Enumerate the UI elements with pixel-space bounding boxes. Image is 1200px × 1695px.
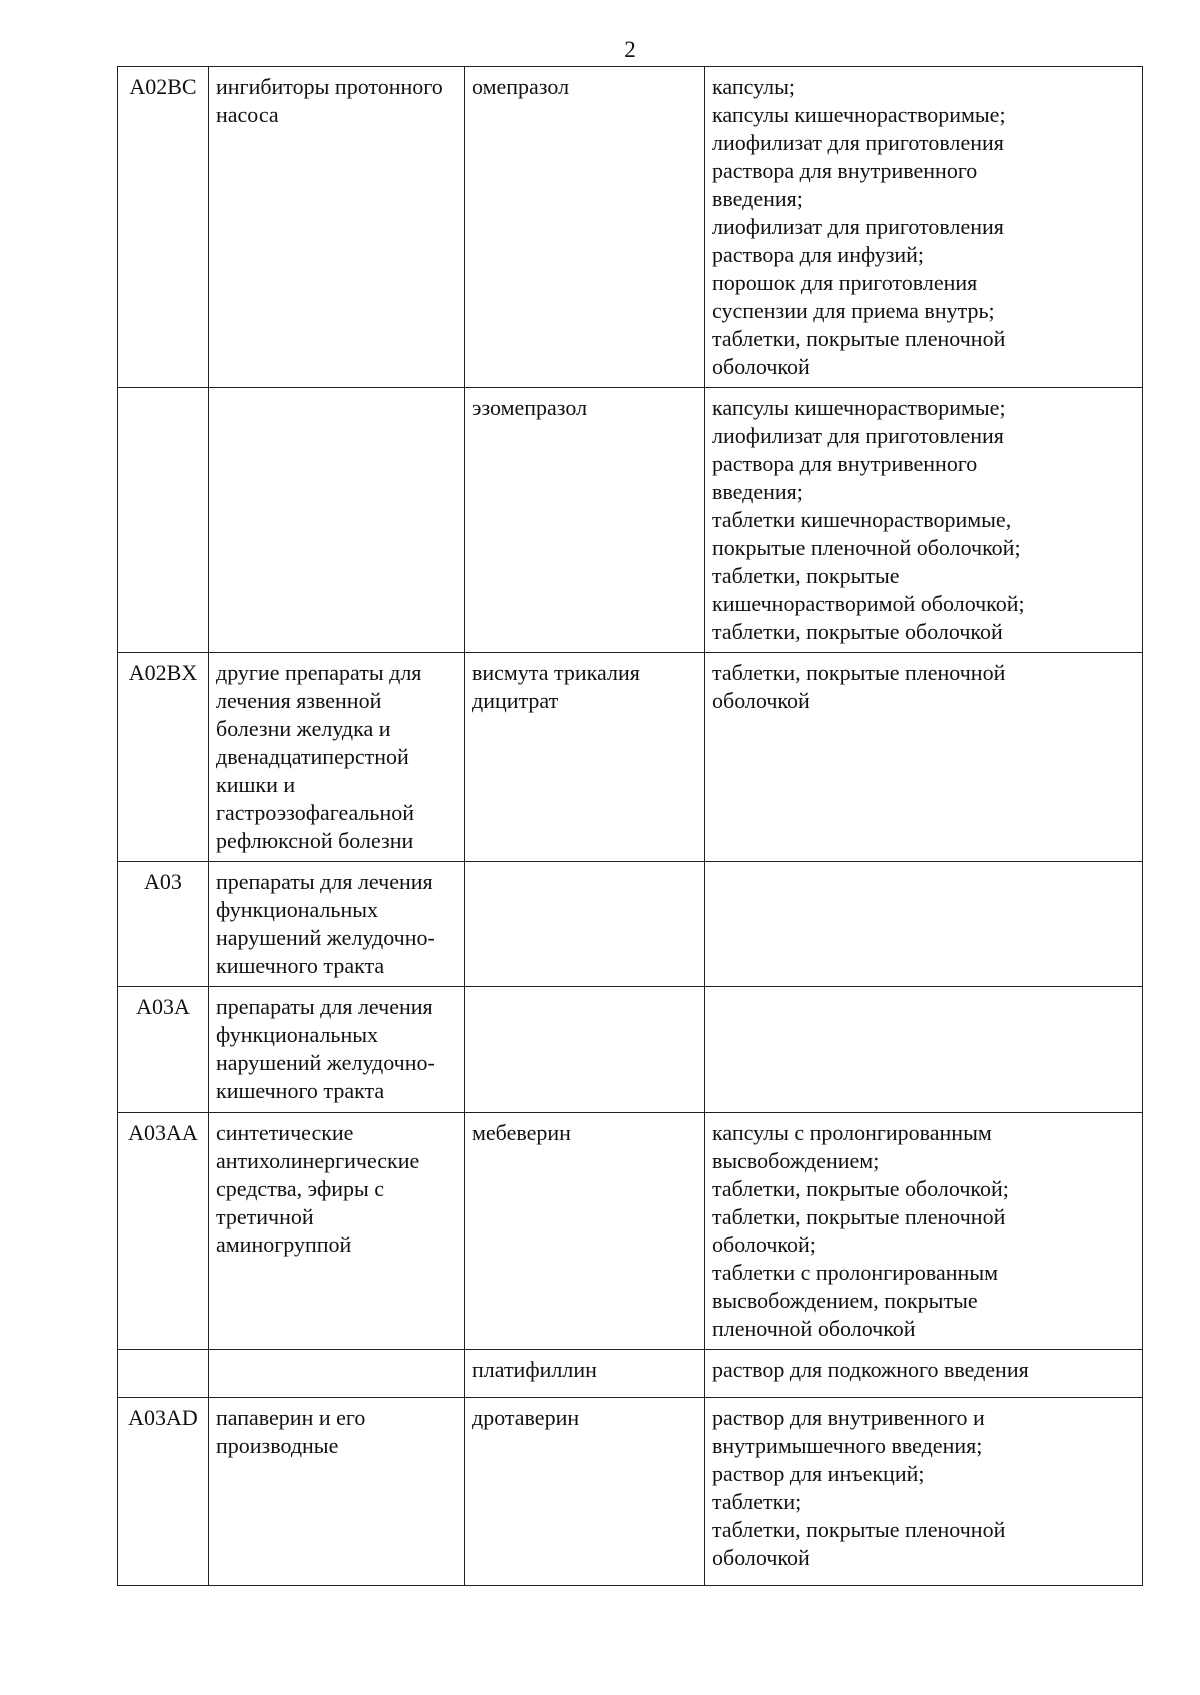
table-row (118, 67, 1143, 388)
atc-code-cell: A03AA (118, 1113, 209, 1350)
dosage-forms-cell: раствор для внутривенного и внутримышечного введения; раствор для инъекций; таблетки; таблетки, покрытые пленочной оболочкой (705, 1398, 1143, 1586)
dosage-forms-cell (705, 987, 1143, 1113)
drug-cell: висмута трикалия дицитрат (465, 653, 705, 862)
dosage-forms-cell: капсулы кишечнорастворимые; лиофилизат для приготовления раствора для внутривенного введения; таблетки кишечнорастворимые, покрытые пленочной оболочкой; таблетки, покрытые кишечнорастворимой оболочкой; таблетки, покрытые оболочкой (705, 388, 1143, 653)
group-cell: папаверин и его производные (209, 1398, 465, 1586)
drug-cell: омепразол (465, 67, 705, 388)
table-row (118, 987, 1143, 1113)
dosage-forms-cell: капсулы с пролонгированным высвобождением; таблетки, покрытые оболочкой; таблетки, покрытые пленочной оболочкой; таблетки с пролонгированным высвобождением, покрытые пленочной оболочкой (705, 1113, 1143, 1350)
drug-cell (465, 987, 705, 1113)
atc-code-cell: A02BC (118, 67, 209, 388)
atc-code-cell: A03AD (118, 1398, 209, 1586)
group-cell: препараты для лечения функциональных нарушений желудочно- кишечного тракта (209, 987, 465, 1113)
drug-cell (465, 862, 705, 987)
dosage-forms-cell: таблетки, покрытые пленочной оболочкой (705, 653, 1143, 862)
group-cell: препараты для лечения функциональных нарушений желудочно- кишечного тракта (209, 862, 465, 987)
table-row (118, 1398, 1143, 1586)
table-row (118, 388, 1143, 653)
group-cell: синтетические антихолинергические средства, эфиры с третичной аминогруппой (209, 1113, 465, 1350)
table-row (118, 1113, 1143, 1350)
atc-code-cell: A03A (118, 987, 209, 1113)
table-row (118, 1350, 1143, 1398)
table-row (118, 862, 1143, 987)
drug-cell: дротаверин (465, 1398, 705, 1586)
atc-code-cell: A03 (118, 862, 209, 987)
atc-code-cell (118, 1350, 209, 1398)
group-cell: другие препараты для лечения язвенной болезни желудка и двенадцатиперстной кишки и гастроэзофагеальной рефлюксной болезни (209, 653, 465, 862)
table-row (118, 653, 1143, 862)
drug-cell: мебеверин (465, 1113, 705, 1350)
drug-cell: эзомепразол (465, 388, 705, 653)
dosage-forms-cell: капсулы; капсулы кишечнорастворимые; лиофилизат для приготовления раствора для внутривенного введения; лиофилизат для приготовления раствора для инфузий; порошок для приготовления суспензии для приема внутрь; таблетки, покрытые пленочной оболочкой (705, 67, 1143, 388)
dosage-forms-cell (705, 862, 1143, 987)
group-cell (209, 388, 465, 653)
group-cell (209, 1350, 465, 1398)
page-number: 2 (624, 37, 636, 62)
drug-cell: платифиллин (465, 1350, 705, 1398)
atc-code-cell: A02BX (118, 653, 209, 862)
dosage-forms-cell: раствор для подкожного введения (705, 1350, 1143, 1398)
drug-table (117, 66, 1143, 1586)
atc-code-cell (118, 388, 209, 653)
group-cell: ингибиторы протонного насоса (209, 67, 465, 388)
